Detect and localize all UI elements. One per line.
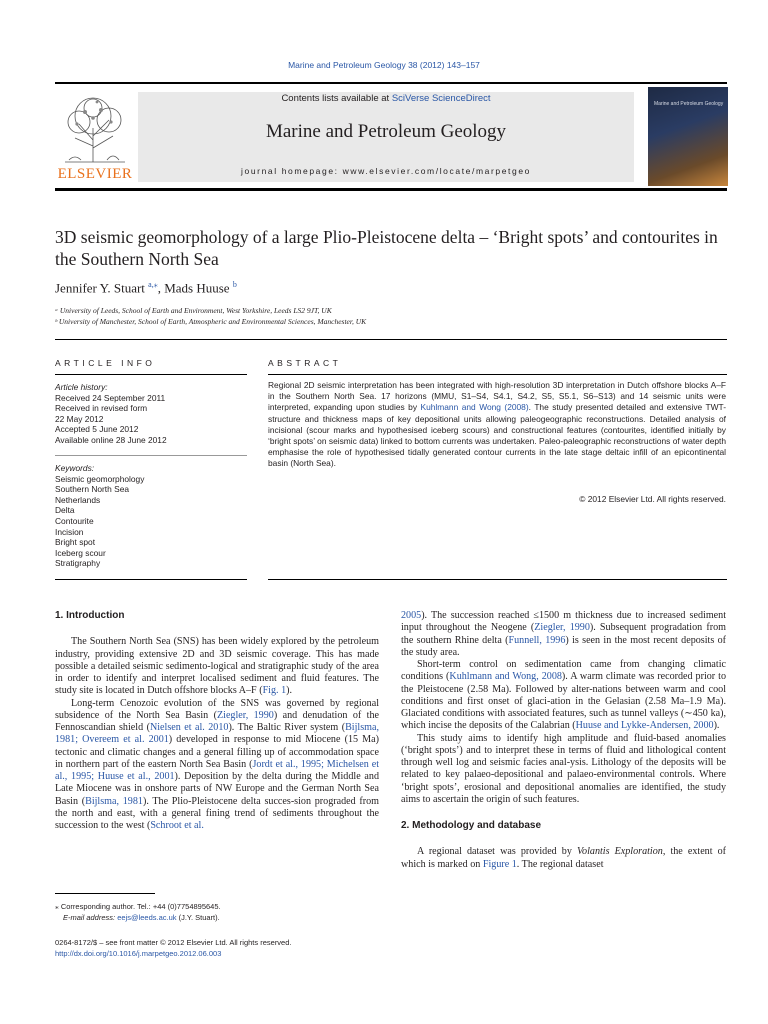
- keyword: Bright spot: [55, 537, 96, 548]
- text-run: ). The succession reached ≤1500 m thickness due to increased sediment input throughout the Neogene (: [401, 610, 726, 634]
- top-rule: [55, 82, 727, 84]
- citation-link[interactable]: Huuse and Lykke-Andersen, 2000: [575, 720, 714, 732]
- citation-link[interactable]: Jordt et al., 1995; Michelsen et al., 1995; Huuse et al., 2001: [55, 758, 379, 782]
- affiliation-b: ᵇ University of Manchester, School of Earth, Atmospheric and Environmental Sciences, Manchester, UK: [55, 317, 367, 326]
- abstract-copyright: © 2012 Elsevier Ltd. All rights reserved.: [579, 494, 726, 504]
- history-item: 22 May 2012: [55, 413, 104, 424]
- history-item: Accepted 5 June 2012: [55, 424, 139, 435]
- issn-line: 0264-8172/$ – see front matter © 2012 Elsevier Ltd. All rights reserved.: [55, 938, 292, 947]
- email-line: [55, 913, 379, 924]
- cover-title: Marine and Petroleum Geology: [654, 101, 724, 107]
- journal-reference[interactable]: Marine and Petroleum Geology 38 (2012) 143–157: [288, 60, 480, 70]
- article-info-rule: [55, 374, 247, 375]
- front-matter: [55, 937, 292, 959]
- body-column-left: [55, 610, 379, 832]
- citation-link[interactable]: 2005: [401, 610, 422, 621]
- citation-link[interactable]: Schroot et al.: [150, 820, 204, 831]
- citation-link[interactable]: Bijlsma, 1981; Overeem et al. 2001: [55, 722, 379, 746]
- intro-paragraph-2-continued: [401, 610, 726, 659]
- figure-link[interactable]: Figure 1: [482, 858, 517, 870]
- abstract-header: ABSTRACT: [268, 358, 342, 368]
- contents-available-line: [138, 93, 634, 104]
- footnote-rule: [55, 893, 155, 894]
- keyword: Contourite: [55, 515, 94, 526]
- keyword: Seismic geomorphology: [55, 473, 145, 484]
- article-info-end-rule: [55, 579, 247, 580]
- doi-link[interactable]: http://dx.doi.org/10.1016/j.marpetgeo.2012.06.003: [55, 949, 222, 958]
- text-run: ). Deposition by the delta during the Middle and Late Miocene was in onshore parts of NW Europe and the German North Sea Basin (: [55, 771, 379, 807]
- keyword: Netherlands: [55, 494, 101, 505]
- text-run: . The regional dataset: [516, 858, 604, 870]
- introduction-heading: 1. Introduction: [55, 610, 125, 621]
- citation-link[interactable]: Funnell, 1996: [508, 634, 566, 646]
- abstract-part: Regional 2D seismic interpretation has been integrated with high-resolution 3D interpretation in Dutch offshore blocks A–F in the Southern North Sea. 17 horizons (MMU, S1–S4, S4.1, S4.2, S5, S5.1, S6–S13) and 14 seismic units were interpreted, expanding upon studies by: [268, 380, 726, 413]
- body-column-right: [401, 610, 726, 871]
- header-bottom-rule: [55, 188, 727, 191]
- text-run: A regional dataset was provided by: [417, 846, 577, 858]
- figure-link[interactable]: Fig. 1: [262, 685, 287, 697]
- text-run: ) developed in response to mid Miocene (15 Ma) tectonic and climatic changes and a general filling up of accommodation space in northern part of the eastern North Sea Basin (: [55, 734, 379, 770]
- abstract-end-rule: [268, 579, 727, 580]
- abstract-part: . The study presented detailed and extensive TWT-structure and thickness maps of key depositional units allowing paleogeographic reconstructions. Detailed analysis of incisional (scour marks and hypothesised iceberg scours) and constructional features (contourites, identified initially by ‘bright spots’ on seismic data) linked to bottom currents was undertaken. Paleo-paleographic reconstructions of water depth emphasise the role of hypothesised tidally generated contour currents in the late stage deltaic infill of an epicontinental basin (North Sea).: [268, 402, 726, 469]
- keywords-label: Keywords:: [55, 463, 95, 473]
- text-run: The Southern North Sea (SNS) has been widely explored by the petroleum industry, providing extensive 2D and 3D seismic coverage. This has made possible a detailed seismic sedimento-logical and stratigraphic study of the area in order to identify and interpret localised sediment and fluid features. The study site is located in Dutch offshore blocks A–F (: [55, 636, 379, 697]
- author-2-affiliation-marker[interactable]: b: [232, 280, 237, 289]
- text-run: ) is seen in the most recent deposits of the study area.: [401, 634, 726, 658]
- intro-paragraph-1: [55, 636, 379, 697]
- keyword: Iceberg scour: [55, 547, 106, 558]
- author-list: Jennifer Y. Stuart $^{a,⁎}$, Mads Huuse $^b$: [55, 280, 237, 296]
- author-2: Mads Huuse: [164, 280, 230, 296]
- text-run: ). The Plio-Pleistocene delta succes-sion prograded from the north and east, with a general fining trend of sediments throughout the succession to the west (: [55, 795, 380, 831]
- citation-link[interactable]: Ziegler, 1990: [534, 622, 590, 634]
- text-run: , the extent of which is marked on: [401, 846, 727, 870]
- methodology-heading: 2. Methodology and database: [401, 820, 542, 831]
- publisher-name: ELSEVIER: [57, 166, 133, 182]
- keyword: Southern North Sea: [55, 484, 130, 495]
- text-run: ). The Baltic River system (: [228, 722, 346, 733]
- abstract-rule: [268, 374, 727, 375]
- methodology-paragraph-1: [401, 846, 726, 871]
- keyword: Delta: [55, 505, 75, 516]
- author-1-affiliation-marker[interactable]: a,⁎: [148, 280, 158, 289]
- sciencedirect-link[interactable]: SciVerse ScienceDirect: [391, 93, 491, 104]
- corresponding-author-line: ⁎ Corresponding author. Tel.: +44 (0)7754895645.: [55, 902, 221, 911]
- intro-paragraph-3: [401, 659, 726, 733]
- affiliation-a: ᵃ University of Leeds, School of Earth and Environment, West Yorkshire, Leeds LS2 9JT, UK: [55, 306, 332, 315]
- journal-homepage[interactable]: journal homepage: www.elsevier.com/locate/marpetgeo: [241, 166, 531, 176]
- intro-paragraph-4: This study aims to identify high amplitude and fluid-based anomalies (‘bright spots’) and to interpret these in terms of fluid and lithological content through well log and seismic facies anal-ysis. Lithology of the deposits will be related to key palaeo-depositional and palaeo-environmental controls. Where ‘bright spots’, erosional and depositional anomalies are identified, the study aims to ascertain the origin of such features.: [401, 732, 726, 805]
- text-run: ). Subsequent progradation from the southern Rhine delta (: [401, 622, 726, 646]
- history-item: Received 24 September 2011: [55, 392, 166, 403]
- email-label: E-mail address:: [63, 912, 118, 922]
- contents-prefix: Contents lists available at: [281, 93, 392, 104]
- text-run: Short-term control on sedimentation came from changing climatic conditions (: [401, 659, 726, 683]
- text-run: ). A warm climate was recorded prior to the Pleistocene (2.58 Ma). Followed by alter-nations between warm and cool conditions and first onset of glaci-ation in the Gelasian (2.58 Ma–1.9 Ma). Glaciated conditions with associated features, such as tunnel valleys (∼450 ka), which incise the deposits of the Calabrian (: [401, 671, 726, 732]
- text-run: Long-term Cenozoic evolution of the SNS was governed by regional subsidence of the North Sea Basin (: [55, 697, 379, 721]
- corresponding-author-footnote: [55, 902, 379, 923]
- article-history: [55, 382, 245, 446]
- text-run: ).: [286, 685, 293, 697]
- author-1: Jennifer Y. Stuart: [55, 280, 145, 296]
- email-link[interactable]: eejs@leeds.ac.uk: [117, 912, 177, 922]
- affiliation-rule: [55, 339, 727, 340]
- keyword: Stratigraphy: [55, 558, 101, 569]
- keywords-list: [55, 463, 245, 569]
- company-name: Volantis Exploration: [577, 846, 663, 858]
- history-label: Article history:: [55, 382, 108, 392]
- paper-title: 3D seismic geomorphology of a large Plio-Pleistocene delta – ‘Bright spots’ and contourites in the Southern North Sea: [55, 227, 718, 269]
- email-suffix: (J.Y. Stuart).: [176, 912, 220, 922]
- history-item: Available online 28 June 2012: [55, 434, 167, 445]
- abstract-text: [268, 380, 726, 470]
- text-run: ).: [713, 720, 720, 732]
- text-run: ) and denudation of the Fennoscandian shield (: [55, 709, 379, 733]
- citation-link[interactable]: Nielsen et al. 2010: [149, 722, 229, 733]
- citation-link[interactable]: Ziegler, 1990: [216, 709, 274, 721]
- intro-paragraph-2: [55, 698, 379, 833]
- article-info-header: ARTICLE INFO: [55, 358, 156, 368]
- history-rule: [55, 455, 247, 456]
- abstract-citation-link[interactable]: Kuhlmann and Wong (2008): [420, 402, 529, 413]
- journal-title: Marine and Petroleum Geology: [265, 121, 507, 142]
- citation-link[interactable]: Bijlsma, 1981: [85, 795, 143, 807]
- history-item: Received in revised form: [55, 403, 148, 414]
- keyword: Incision: [55, 526, 84, 537]
- journal-cover-image: [648, 87, 728, 186]
- citation-link[interactable]: Kuhlmann and Wong, 2008: [449, 671, 562, 683]
